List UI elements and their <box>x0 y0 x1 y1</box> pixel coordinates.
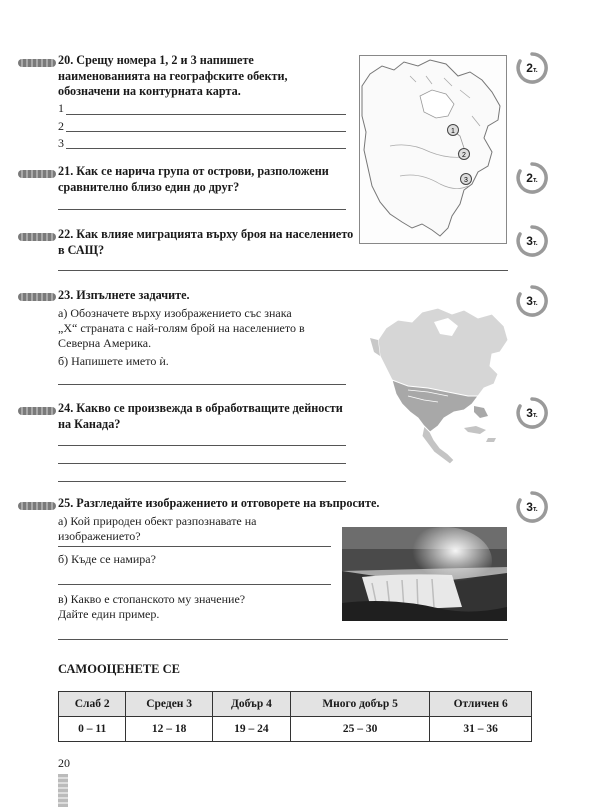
page-number: 20 <box>58 756 70 770</box>
question-22 <box>58 227 358 258</box>
question-number: 20. <box>58 53 74 67</box>
question-25 <box>58 496 388 512</box>
answer-line[interactable] <box>58 546 331 547</box>
range-cell: 0 – 11 <box>59 717 126 742</box>
question-marker <box>18 293 56 301</box>
answer-label-1: 1 <box>58 101 64 115</box>
range-cell: 25 – 30 <box>290 717 430 742</box>
self-assessment-title: САМООЦЕНЕТЕ СЕ <box>58 662 180 676</box>
task-b: б) Къде се намира? <box>58 552 156 566</box>
task-b: б) Напишете името ѝ. <box>58 354 169 368</box>
question-23 <box>58 288 358 304</box>
grade-cell: Отличен 6 <box>430 692 532 717</box>
question-text: Как се нарича група от острови, разположени сравнително близо един до друг? <box>58 164 329 194</box>
question-number: 25. <box>58 496 74 510</box>
question-text: Как влияе миграцията върху броя на населението в САЩ? <box>58 227 354 257</box>
svg-text:3: 3 <box>464 177 468 184</box>
grade-table <box>58 691 532 742</box>
range-cell: 31 – 36 <box>430 717 532 742</box>
question-number: 23. <box>58 288 74 302</box>
question-number: 21. <box>58 164 74 178</box>
waterfall-photo <box>342 527 507 621</box>
question-marker <box>18 59 56 67</box>
answer-label-2: 2 <box>58 119 64 133</box>
answer-line[interactable] <box>58 584 331 585</box>
answer-line[interactable] <box>58 463 346 464</box>
task-c-example: Дайте един пример. <box>58 607 160 621</box>
question-text: Какво се произвежда в обработващите дейности на Канада? <box>58 401 343 431</box>
grade-cell: Среден 3 <box>126 692 213 717</box>
question-number: 24. <box>58 401 74 415</box>
answer-line[interactable] <box>58 445 346 446</box>
range-cell: 19 – 24 <box>212 717 290 742</box>
grade-cell: Добър 4 <box>212 692 290 717</box>
north-america-map[interactable] <box>368 300 513 470</box>
answer-line[interactable] <box>58 384 346 385</box>
question-marker <box>18 407 56 415</box>
answer-line[interactable] <box>58 639 508 640</box>
points-badge: 3т. <box>516 397 548 429</box>
grade-cell: Слаб 2 <box>59 692 126 717</box>
points-badge: 3т. <box>516 491 548 523</box>
task-a: а) Обозначете върху изображението със знака „X“ страната с най-голям брой на населението в Северна Америка. <box>58 306 305 350</box>
points-badge: 3т. <box>516 285 548 317</box>
question-marker <box>18 233 56 241</box>
answer-line[interactable] <box>66 131 346 132</box>
answer-line[interactable] <box>66 114 346 115</box>
question-text: Срещу номера 1, 2 и 3 напишете наименованията на географските обекти, обозначени на контурната карта. <box>58 53 288 98</box>
question-21 <box>58 164 348 195</box>
svg-text:1: 1 <box>451 128 455 135</box>
question-24 <box>58 401 348 432</box>
question-marker <box>18 502 56 510</box>
question-20 <box>58 53 348 100</box>
points-badge: 2т. <box>516 162 548 194</box>
question-text: Изпълнете задачите. <box>76 288 190 302</box>
points-badge: 2т. <box>516 52 548 84</box>
task-a: а) Кой природен обект разпознавате на изображението? <box>58 514 257 543</box>
answer-line[interactable] <box>66 148 346 149</box>
answer-label-3: 3 <box>58 136 64 150</box>
decorative-strip <box>58 774 68 807</box>
svg-text:2: 2 <box>462 152 466 159</box>
contour-map <box>359 55 507 244</box>
answer-line[interactable] <box>58 209 346 210</box>
question-text: Разгледайте изображението и отговорете на въпросите. <box>76 496 380 510</box>
question-number: 22. <box>58 227 74 241</box>
answer-line[interactable] <box>58 270 508 271</box>
range-cell: 12 – 18 <box>126 717 213 742</box>
points-badge: 3т. <box>516 225 548 257</box>
question-marker <box>18 170 56 178</box>
answer-line[interactable] <box>58 481 346 482</box>
task-c: в) Какво е стопанското му значение? <box>58 592 246 606</box>
grade-cell: Много добър 5 <box>290 692 430 717</box>
